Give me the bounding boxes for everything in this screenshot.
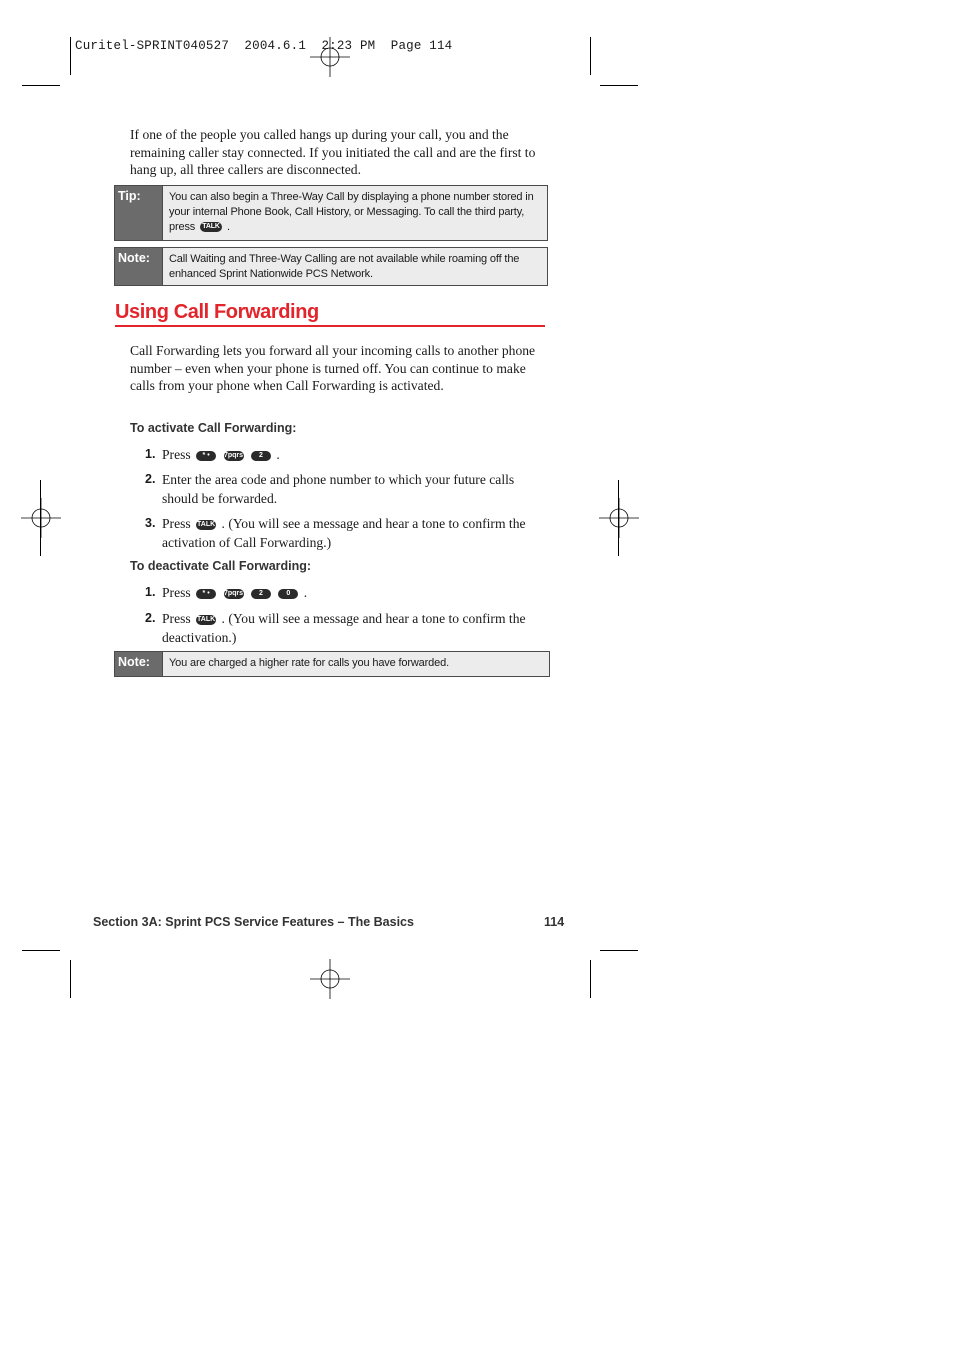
note-text: Call Waiting and Three-Way Calling are not available while roaming off the enhanced Sprint Nationwide PCS Network. — [169, 253, 520, 280]
reg-line-left — [40, 480, 41, 556]
note-text: You are charged a higher rate for calls you have forwarded. — [169, 657, 449, 669]
registration-mark-right — [599, 498, 639, 538]
talk-key-icon: TALK — [200, 222, 222, 232]
star-key-icon: * • — [196, 451, 216, 461]
note-label: Note: — [115, 248, 163, 285]
tip-box — [114, 185, 548, 241]
seven-key-icon: 7pqrs — [223, 451, 244, 459]
activate-heading: To activate Call Forwarding: — [130, 421, 297, 435]
deactivate-step-2: 2. Press TALK . (You will see a message and hear a tone to confirm the deactivation.) — [145, 611, 526, 645]
note-label: Note: — [115, 652, 163, 676]
reg-line-right — [618, 480, 619, 556]
deactivate-heading: To deactivate Call Forwarding: — [130, 559, 312, 573]
talk-key-icon: TALK — [197, 615, 216, 623]
activate-step-1: 1. Press * • 7pqrs 2 ABC . — [145, 447, 280, 469]
printer-slug: Curitel-SPRINT040527 2004.6.1 2:23 PM Page 114 — [75, 39, 453, 53]
talk-key-icon: TALK — [197, 520, 216, 528]
section-heading: Using Call Forwarding — [115, 301, 545, 327]
seven-key-icon: 7pqrs — [223, 589, 244, 597]
forwarding-paragraph: Call Forwarding lets you forward all your incoming calls to another phone number – even when your phone is turned off. You can continue to make calls from your phone when Call Forwarding is activated. — [130, 343, 536, 394]
registration-mark-bottom — [310, 959, 350, 999]
note-box-roaming — [114, 247, 548, 286]
zero-key-icon: 0 NEXT — [278, 589, 298, 607]
activate-step-2: 2. Enter the area code and phone number to which your future calls should be forwarded. — [145, 472, 515, 506]
deactivate-step-1: 1. Press * • 7pqrs 2 ABC 0 NEXT . — [145, 585, 308, 607]
note-box-charges — [114, 651, 550, 677]
registration-mark-top — [310, 37, 350, 77]
page-number: 114 — [544, 915, 565, 929]
two-key-icon: 2 ABC — [251, 589, 271, 599]
tip-label: Tip: — [115, 186, 163, 240]
star-key-icon: * • — [196, 589, 216, 599]
tip-text: You can also begin a Three-Way Call by displaying a phone number stored in your internal Phone Book, Call History, or Messaging. To call the third party, press TALK . — [169, 191, 534, 233]
two-key-icon: 2 ABC — [251, 451, 271, 461]
registration-mark-left — [21, 498, 61, 538]
intro-paragraph: If one of the people you called hangs up during your call, you and the remaining caller stay connected. If you initiated the call and are the first to hang up, all three callers are disconnected. — [130, 127, 536, 178]
activate-step-3: 3. Press TALK . (You will see a message and hear a tone to confirm the activation of Call Forwarding.) — [145, 516, 526, 550]
footer-section-title: Section 3A: Sprint PCS Service Features – The Basics — [93, 915, 414, 929]
